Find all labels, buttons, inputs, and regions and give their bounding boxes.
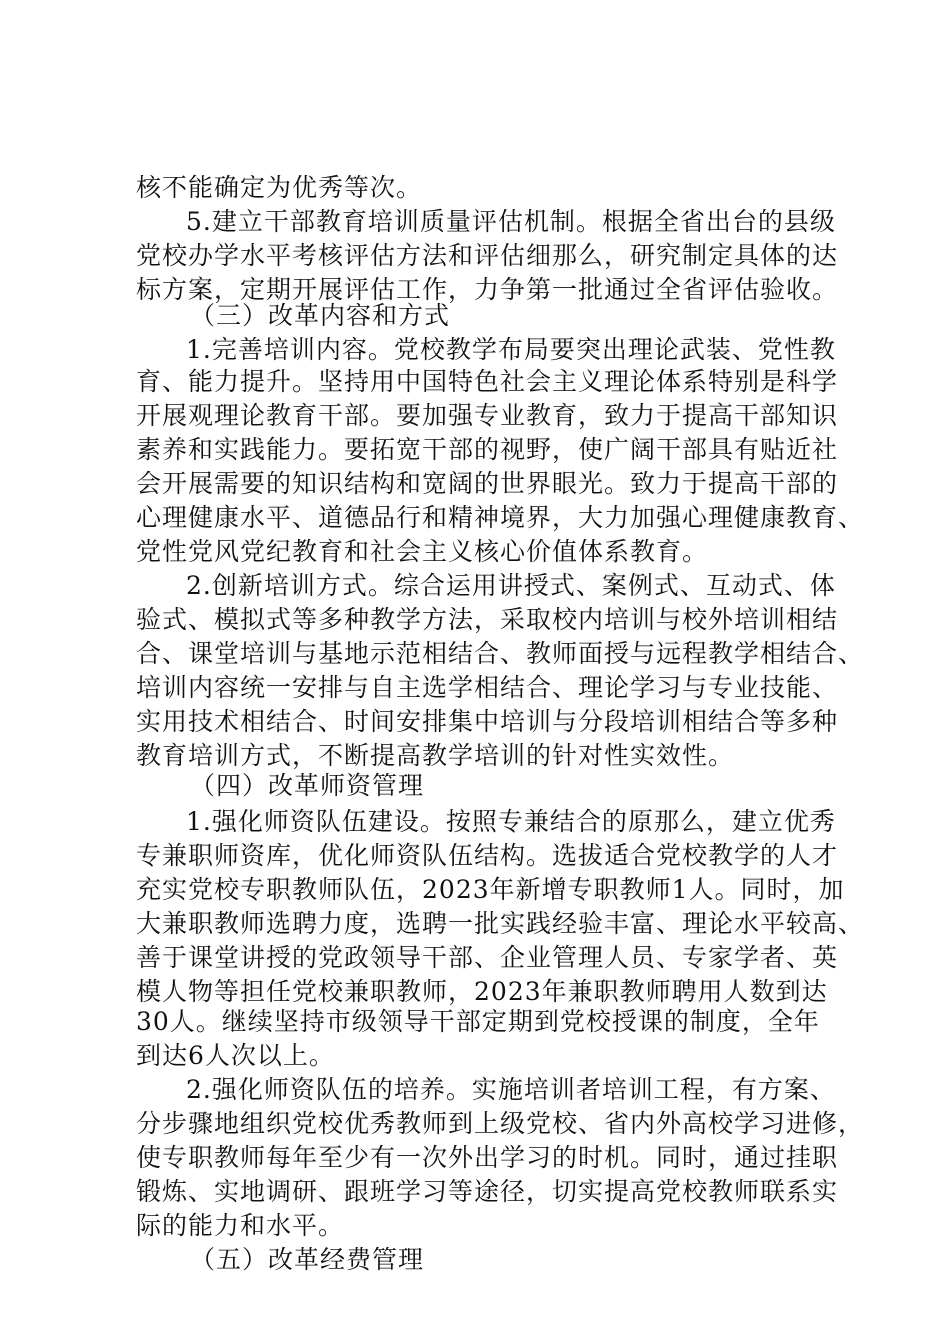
text-line: 2.强化师资队伍的培养。实施培训者培训工程，有方案、 [186, 1075, 836, 1104]
text-line: 分步骤地组织党校优秀教师到上级党校、省内外高校学习进修， [136, 1109, 865, 1138]
section-heading: （四）改革师资管理 [190, 771, 425, 800]
text-line: 素养和实践能力。要拓宽干部的视野，使广阔干部具有贴近社 [136, 435, 839, 464]
text-line: 5.建立干部教育培训质量评估机制。根据全省出台的县级 [186, 207, 836, 236]
text-line: 际的能力和水平。 [136, 1211, 345, 1240]
section-heading: （三）改革内容和方式 [190, 301, 451, 330]
text-line: 合、课堂培训与基地示范相结合、教师面授与远程教学相结合、 [136, 639, 865, 668]
text-line: 实用技术相结合、时间安排集中培训与分段培训相结合等多种 [136, 707, 839, 736]
text-line: 善于课堂讲授的党政领导干部、企业管理人员、专家学者、英 [136, 943, 839, 972]
text-line: 到达6人次以上。 [136, 1041, 335, 1070]
text-line: 使专职教师每年至少有一次外出学习的时机。同时，通过挂职 [136, 1143, 839, 1172]
text-line: 标方案，定期开展评估工作，力争第一批通过全省评估验收。 [136, 275, 839, 304]
text-line: 教育培训方式，不断提高教学培训的针对性实效性。 [136, 741, 735, 770]
text-line: 开展观理论教育干部。要加强专业教育，致力于提高干部知识 [136, 401, 839, 430]
text-line: 验式、模拟式等多种教学方法，采取校内培训与校外培训相结 [136, 605, 839, 634]
text-line: 专兼职师资库，优化师资队伍结构。选拔适合党校教学的人才 [136, 841, 839, 870]
text-line: 会开展需要的知识结构和宽阔的世界眼光。致力于提高干部的 [136, 469, 839, 498]
text-line: 1.完善培训内容。党校教学布局要突出理论武装、党性教 [186, 335, 836, 364]
text-line: 党校办学水平考核评估方法和评估细那么，研究制定具体的达 [136, 241, 839, 270]
text-line: 锻炼、实地调研、跟班学习等途径，切实提高党校教师联系实 [136, 1177, 839, 1206]
text-line: 核不能确定为优秀等次。 [136, 173, 423, 202]
text-line: 充实党校专职教师队伍，2023年新增专职教师1人。同时，加 [136, 875, 845, 904]
text-line: 30人。继续坚持市级领导干部定期到党校授课的制度，全年 [136, 1007, 820, 1036]
text-line: 模人物等担任党校兼职教师，2023年兼职教师聘用人数到达 [136, 977, 828, 1006]
text-line: 2.创新培训方式。综合运用讲授式、案例式、互动式、体 [186, 571, 836, 600]
text-line: 育、能力提升。坚持用中国特色社会主义理论体系特别是科学 [136, 367, 839, 396]
text-line: 培训内容统一安排与自主选学相结合、理论学习与专业技能、 [136, 673, 839, 702]
text-line: 党性党风党纪教育和社会主义核心价值体系教育。 [136, 537, 709, 566]
text-line: 1.强化师资队伍建设。按照专兼结合的原那么，建立优秀 [186, 807, 836, 836]
section-heading: （五）改革经费管理 [190, 1245, 425, 1274]
text-line: 心理健康水平、道德品行和精神境界，大力加强心理健康教育、 [136, 503, 865, 532]
text-line: 大兼职教师选聘力度，选聘一批实践经验丰富、理论水平较高、 [136, 909, 865, 938]
